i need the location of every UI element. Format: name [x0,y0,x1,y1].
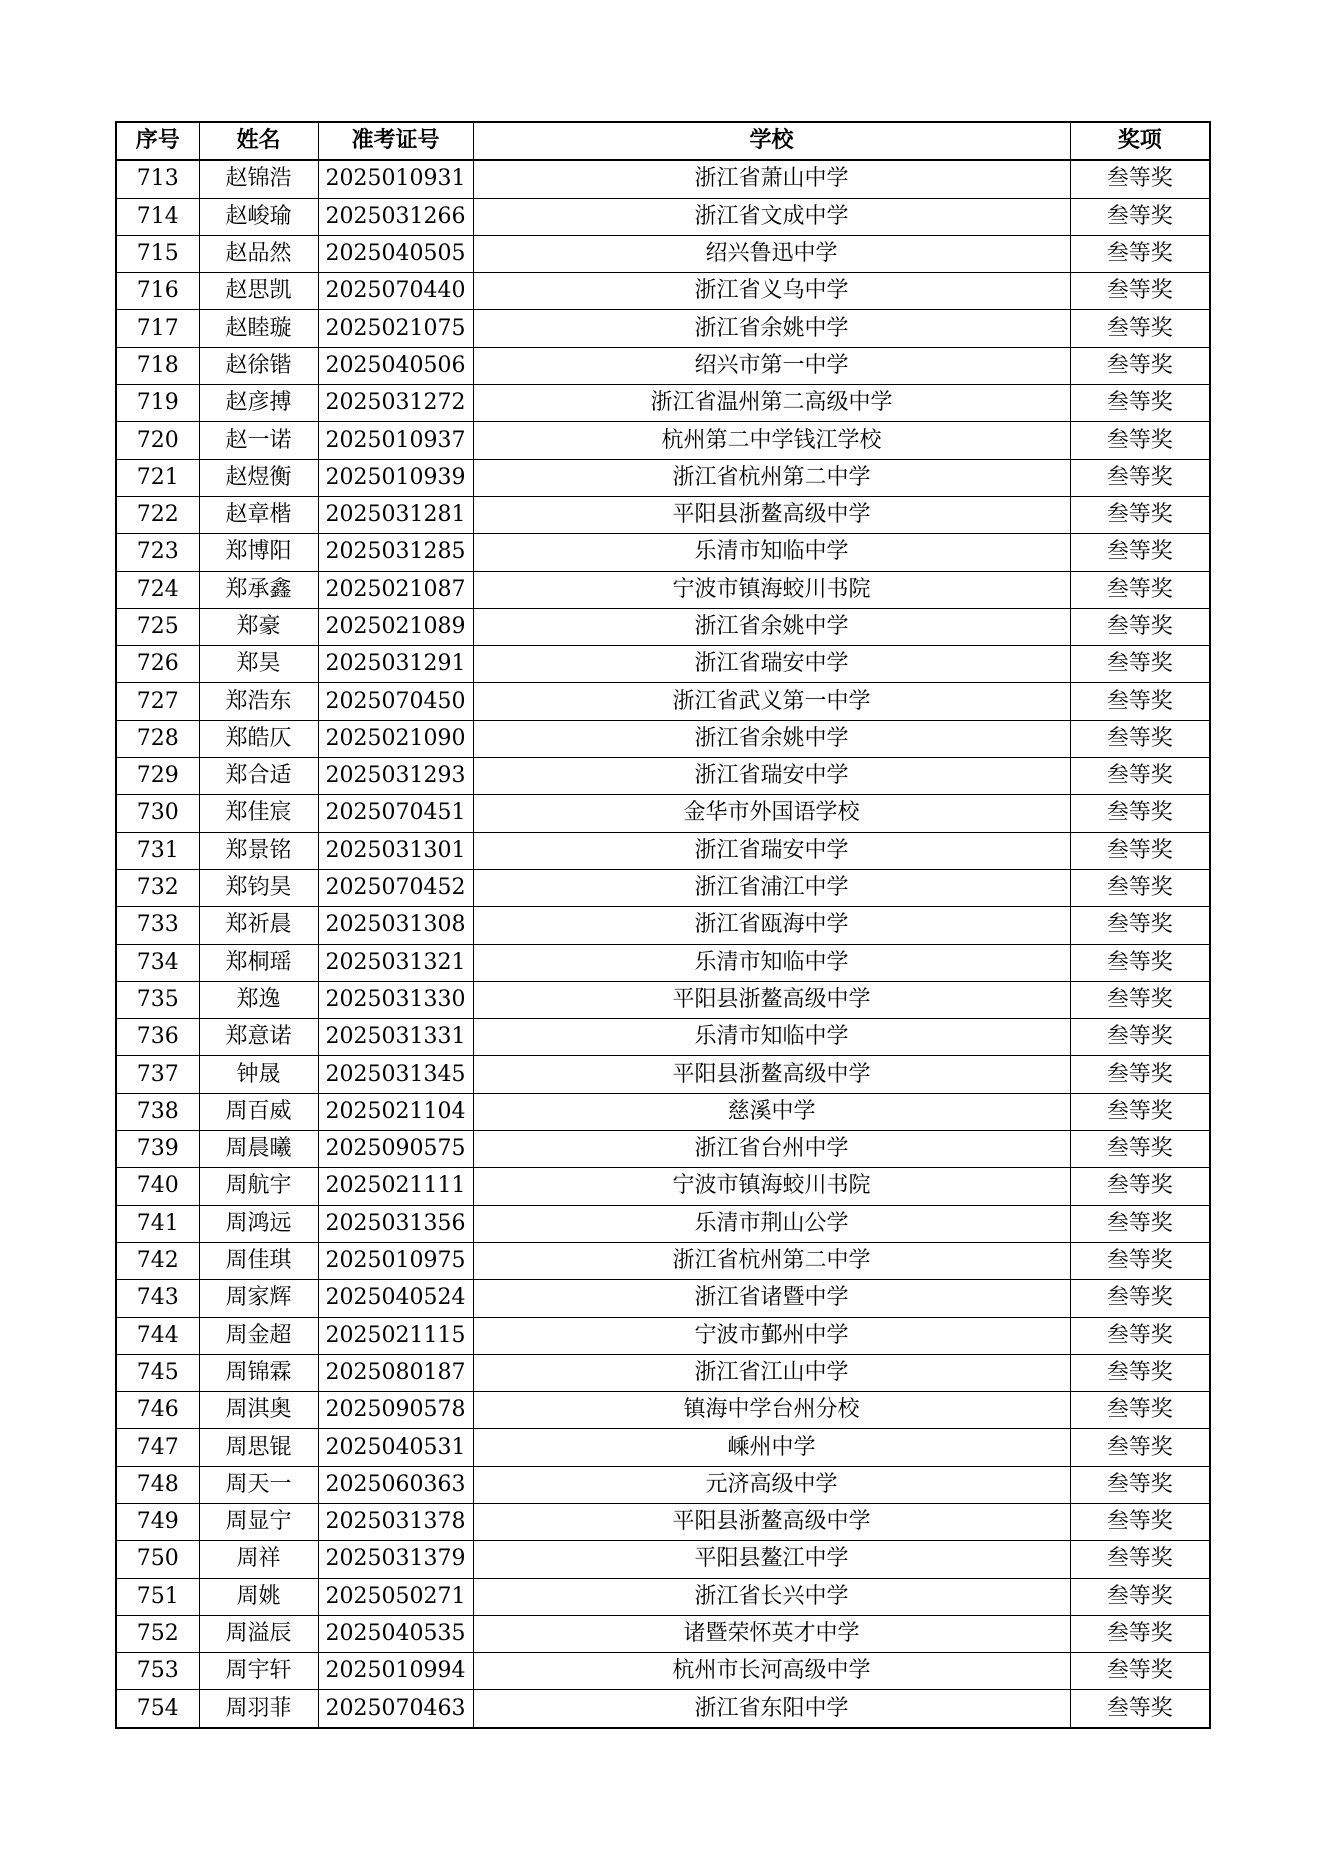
cell-school: 浙江省杭州第二中学 [473,1242,1070,1279]
table-row [116,1429,1210,1466]
cell-name: 赵煜衡 [199,459,318,496]
table-header [116,122,1210,160]
cell-name: 郑钧昊 [199,869,318,906]
cell-award: 叁等奖 [1070,683,1210,720]
cell-name: 赵彦搏 [199,385,318,422]
cell-exam-id: 2025070452 [318,869,473,906]
cell-award: 叁等奖 [1070,1466,1210,1503]
cell-seq: 731 [116,832,199,869]
table-row [116,1019,1210,1056]
table-row [116,1354,1210,1391]
cell-seq: 730 [116,795,199,832]
cell-exam-id: 2025021104 [318,1093,473,1130]
header-name: 姓名 [199,122,318,160]
cell-seq: 738 [116,1093,199,1130]
cell-name: 郑意诺 [199,1019,318,1056]
table-row [116,198,1210,235]
cell-award: 叁等奖 [1070,496,1210,533]
cell-name: 赵思凯 [199,273,318,310]
cell-name: 周宇轩 [199,1653,318,1690]
cell-award: 叁等奖 [1070,608,1210,645]
cell-award: 叁等奖 [1070,1653,1210,1690]
cell-school: 慈溪中学 [473,1093,1070,1130]
table-row [116,1205,1210,1242]
cell-award: 叁等奖 [1070,273,1210,310]
table-row [116,646,1210,683]
cell-seq: 720 [116,422,199,459]
cell-award: 叁等奖 [1070,534,1210,571]
cell-exam-id: 2025070440 [318,273,473,310]
cell-exam-id: 2025070451 [318,795,473,832]
cell-name: 周淇奥 [199,1392,318,1429]
cell-seq: 734 [116,944,199,981]
cell-school: 乐清市知临中学 [473,1019,1070,1056]
cell-school: 杭州市长河高级中学 [473,1653,1070,1690]
cell-school: 浙江省余姚中学 [473,608,1070,645]
cell-exam-id: 2025021087 [318,571,473,608]
cell-name: 钟晟 [199,1056,318,1093]
cell-award: 叁等奖 [1070,422,1210,459]
cell-school: 元济高级中学 [473,1466,1070,1503]
cell-name: 郑承鑫 [199,571,318,608]
cell-school: 浙江省诸暨中学 [473,1280,1070,1317]
table-row [116,1131,1210,1168]
cell-award: 叁等奖 [1070,1168,1210,1205]
cell-award: 叁等奖 [1070,944,1210,981]
cell-exam-id: 2025070450 [318,683,473,720]
cell-school: 浙江省瑞安中学 [473,832,1070,869]
cell-seq: 717 [116,310,199,347]
cell-school: 浙江省台州中学 [473,1131,1070,1168]
cell-name: 赵睦璇 [199,310,318,347]
cell-award: 叁等奖 [1070,1578,1210,1615]
cell-award: 叁等奖 [1070,1429,1210,1466]
header-award: 奖项 [1070,122,1210,160]
cell-seq: 753 [116,1653,199,1690]
cell-name: 郑皓仄 [199,720,318,757]
cell-seq: 722 [116,496,199,533]
cell-exam-id: 2025031293 [318,758,473,795]
table-row [116,347,1210,384]
cell-exam-id: 2025040535 [318,1615,473,1652]
cell-exam-id: 2025040531 [318,1429,473,1466]
cell-award: 叁等奖 [1070,198,1210,235]
cell-name: 周晨曦 [199,1131,318,1168]
cell-school: 平阳县浙鳌高级中学 [473,981,1070,1018]
cell-seq: 719 [116,385,199,422]
cell-name: 周金超 [199,1317,318,1354]
cell-school: 浙江省余姚中学 [473,720,1070,757]
cell-seq: 742 [116,1242,199,1279]
cell-school: 浙江省温州第二高级中学 [473,385,1070,422]
cell-seq: 729 [116,758,199,795]
cell-name: 郑昊 [199,646,318,683]
cell-school: 浙江省江山中学 [473,1354,1070,1391]
cell-exam-id: 2025031285 [318,534,473,571]
cell-award: 叁等奖 [1070,347,1210,384]
cell-seq: 739 [116,1131,199,1168]
cell-exam-id: 2025060363 [318,1466,473,1503]
table-row [116,907,1210,944]
cell-seq: 752 [116,1615,199,1652]
table-row [116,571,1210,608]
table-row [116,981,1210,1018]
cell-seq: 740 [116,1168,199,1205]
cell-exam-id: 2025031378 [318,1503,473,1540]
cell-seq: 718 [116,347,199,384]
cell-seq: 732 [116,869,199,906]
table-row [116,385,1210,422]
cell-seq: 714 [116,198,199,235]
cell-award: 叁等奖 [1070,1317,1210,1354]
table-row [116,1093,1210,1130]
cell-exam-id: 2025090578 [318,1392,473,1429]
cell-seq: 737 [116,1056,199,1093]
cell-school: 浙江省义乌中学 [473,273,1070,310]
cell-award: 叁等奖 [1070,1690,1210,1728]
cell-award: 叁等奖 [1070,1242,1210,1279]
cell-award: 叁等奖 [1070,1503,1210,1540]
award-table [115,121,1211,1729]
cell-exam-id: 2025010939 [318,459,473,496]
cell-name: 郑佳宸 [199,795,318,832]
cell-exam-id: 2025080187 [318,1354,473,1391]
cell-award: 叁等奖 [1070,310,1210,347]
cell-name: 赵章楷 [199,496,318,533]
cell-school: 乐清市荆山公学 [473,1205,1070,1242]
cell-name: 周羽菲 [199,1690,318,1728]
cell-exam-id: 2025070463 [318,1690,473,1728]
table-body [116,160,1210,1727]
cell-school: 嵊州中学 [473,1429,1070,1466]
cell-school: 浙江省瑞安中学 [473,758,1070,795]
cell-seq: 725 [116,608,199,645]
cell-exam-id: 2025021111 [318,1168,473,1205]
cell-exam-id: 2025031330 [318,981,473,1018]
cell-exam-id: 2025031291 [318,646,473,683]
cell-seq: 748 [116,1466,199,1503]
table-row [116,795,1210,832]
cell-award: 叁等奖 [1070,235,1210,272]
cell-award: 叁等奖 [1070,160,1210,198]
table-row [116,310,1210,347]
cell-award: 叁等奖 [1070,1205,1210,1242]
cell-seq: 751 [116,1578,199,1615]
cell-name: 周鸿远 [199,1205,318,1242]
cell-name: 郑博阳 [199,534,318,571]
cell-exam-id: 2025031321 [318,944,473,981]
cell-seq: 733 [116,907,199,944]
cell-name: 郑祈晨 [199,907,318,944]
cell-seq: 721 [116,459,199,496]
cell-exam-id: 2025010994 [318,1653,473,1690]
cell-school: 浙江省长兴中学 [473,1578,1070,1615]
cell-name: 郑豪 [199,608,318,645]
cell-award: 叁等奖 [1070,1615,1210,1652]
cell-name: 周思锟 [199,1429,318,1466]
cell-school: 乐清市知临中学 [473,534,1070,571]
cell-school: 浙江省武义第一中学 [473,683,1070,720]
cell-school: 浙江省瑞安中学 [473,646,1070,683]
cell-seq: 754 [116,1690,199,1728]
cell-exam-id: 2025040524 [318,1280,473,1317]
cell-exam-id: 2025031356 [318,1205,473,1242]
cell-award: 叁等奖 [1070,1131,1210,1168]
cell-seq: 724 [116,571,199,608]
table-row [116,534,1210,571]
header-seq: 序号 [116,122,199,160]
cell-exam-id: 2025090575 [318,1131,473,1168]
cell-name: 郑逸 [199,981,318,1018]
cell-award: 叁等奖 [1070,981,1210,1018]
cell-award: 叁等奖 [1070,720,1210,757]
cell-name: 郑浩东 [199,683,318,720]
cell-seq: 728 [116,720,199,757]
cell-award: 叁等奖 [1070,459,1210,496]
cell-award: 叁等奖 [1070,1392,1210,1429]
cell-name: 周姚 [199,1578,318,1615]
table-row [116,235,1210,272]
cell-school: 宁波市鄞州中学 [473,1317,1070,1354]
cell-seq: 726 [116,646,199,683]
cell-award: 叁等奖 [1070,1019,1210,1056]
cell-exam-id: 2025031301 [318,832,473,869]
table-row [116,683,1210,720]
cell-award: 叁等奖 [1070,1354,1210,1391]
cell-school: 浙江省萧山中学 [473,160,1070,198]
cell-award: 叁等奖 [1070,1093,1210,1130]
cell-school: 平阳县浙鳌高级中学 [473,1056,1070,1093]
table-row [116,1615,1210,1652]
table-row [116,160,1210,198]
cell-award: 叁等奖 [1070,758,1210,795]
cell-seq: 746 [116,1392,199,1429]
cell-seq: 743 [116,1280,199,1317]
cell-exam-id: 2025031308 [318,907,473,944]
table-row [116,422,1210,459]
cell-school: 绍兴市第一中学 [473,347,1070,384]
cell-name: 周锦霖 [199,1354,318,1391]
table-row [116,459,1210,496]
cell-award: 叁等奖 [1070,646,1210,683]
cell-award: 叁等奖 [1070,385,1210,422]
cell-name: 郑景铭 [199,832,318,869]
table-row [116,1653,1210,1690]
table-row [116,496,1210,533]
cell-school: 平阳县浙鳌高级中学 [473,496,1070,533]
table-row [116,869,1210,906]
table-row [116,1392,1210,1429]
cell-school: 平阳县浙鳌高级中学 [473,1503,1070,1540]
header-school: 学校 [473,122,1070,160]
cell-seq: 735 [116,981,199,1018]
cell-school: 宁波市镇海蛟川书院 [473,571,1070,608]
cell-school: 诸暨荣怀英才中学 [473,1615,1070,1652]
table-row [116,1168,1210,1205]
table-row [116,273,1210,310]
table-row [116,1317,1210,1354]
cell-school: 浙江省浦江中学 [473,869,1070,906]
cell-exam-id: 2025040506 [318,347,473,384]
header-row [116,122,1210,160]
table-row [116,1280,1210,1317]
cell-name: 周祥 [199,1541,318,1578]
table-row [116,1690,1210,1728]
cell-exam-id: 2025021089 [318,608,473,645]
cell-seq: 715 [116,235,199,272]
cell-award: 叁等奖 [1070,571,1210,608]
cell-school: 金华市外国语学校 [473,795,1070,832]
header-exam-id: 准考证号 [318,122,473,160]
cell-exam-id: 2025021075 [318,310,473,347]
cell-seq: 716 [116,273,199,310]
cell-exam-id: 2025031345 [318,1056,473,1093]
cell-school: 平阳县鳌江中学 [473,1541,1070,1578]
table-row [116,1242,1210,1279]
table-row [116,608,1210,645]
cell-exam-id: 2025021090 [318,720,473,757]
cell-exam-id: 2025031281 [318,496,473,533]
cell-name: 周佳琪 [199,1242,318,1279]
cell-seq: 741 [116,1205,199,1242]
table-row [116,720,1210,757]
cell-seq: 750 [116,1541,199,1578]
table-row [116,832,1210,869]
cell-seq: 713 [116,160,199,198]
cell-seq: 749 [116,1503,199,1540]
cell-exam-id: 2025040505 [318,235,473,272]
cell-award: 叁等奖 [1070,795,1210,832]
cell-exam-id: 2025031272 [318,385,473,422]
cell-name: 赵徐锴 [199,347,318,384]
cell-name: 周家辉 [199,1280,318,1317]
cell-school: 乐清市知临中学 [473,944,1070,981]
cell-exam-id: 2025031266 [318,198,473,235]
cell-exam-id: 2025031379 [318,1541,473,1578]
cell-exam-id: 2025031331 [318,1019,473,1056]
cell-seq: 727 [116,683,199,720]
table-row [116,1503,1210,1540]
cell-award: 叁等奖 [1070,1541,1210,1578]
cell-seq: 723 [116,534,199,571]
cell-name: 赵一诺 [199,422,318,459]
cell-exam-id: 2025010931 [318,160,473,198]
cell-name: 周百威 [199,1093,318,1130]
cell-name: 周天一 [199,1466,318,1503]
cell-award: 叁等奖 [1070,1280,1210,1317]
cell-name: 周航宇 [199,1168,318,1205]
cell-school: 绍兴鲁迅中学 [473,235,1070,272]
cell-seq: 744 [116,1317,199,1354]
cell-school: 浙江省余姚中学 [473,310,1070,347]
cell-name: 周溢辰 [199,1615,318,1652]
cell-award: 叁等奖 [1070,907,1210,944]
cell-award: 叁等奖 [1070,832,1210,869]
cell-seq: 747 [116,1429,199,1466]
cell-school: 浙江省文成中学 [473,198,1070,235]
table-row [116,1541,1210,1578]
cell-school: 浙江省瓯海中学 [473,907,1070,944]
cell-award: 叁等奖 [1070,869,1210,906]
table-row [116,1466,1210,1503]
cell-seq: 745 [116,1354,199,1391]
cell-school: 杭州第二中学钱江学校 [473,422,1070,459]
cell-name: 周显宁 [199,1503,318,1540]
cell-school: 宁波市镇海蛟川书院 [473,1168,1070,1205]
cell-award: 叁等奖 [1070,1056,1210,1093]
cell-exam-id: 2025021115 [318,1317,473,1354]
cell-exam-id: 2025010975 [318,1242,473,1279]
cell-school: 镇海中学台州分校 [473,1392,1070,1429]
cell-name: 赵锦浩 [199,160,318,198]
table-row [116,1578,1210,1615]
cell-name: 赵品然 [199,235,318,272]
cell-name: 赵峻瑜 [199,198,318,235]
cell-exam-id: 2025010937 [318,422,473,459]
table-row [116,1056,1210,1093]
table-row [116,758,1210,795]
cell-school: 浙江省东阳中学 [473,1690,1070,1728]
table-row [116,944,1210,981]
cell-school: 浙江省杭州第二中学 [473,459,1070,496]
cell-name: 郑桐瑶 [199,944,318,981]
cell-name: 郑合适 [199,758,318,795]
cell-exam-id: 2025050271 [318,1578,473,1615]
cell-seq: 736 [116,1019,199,1056]
